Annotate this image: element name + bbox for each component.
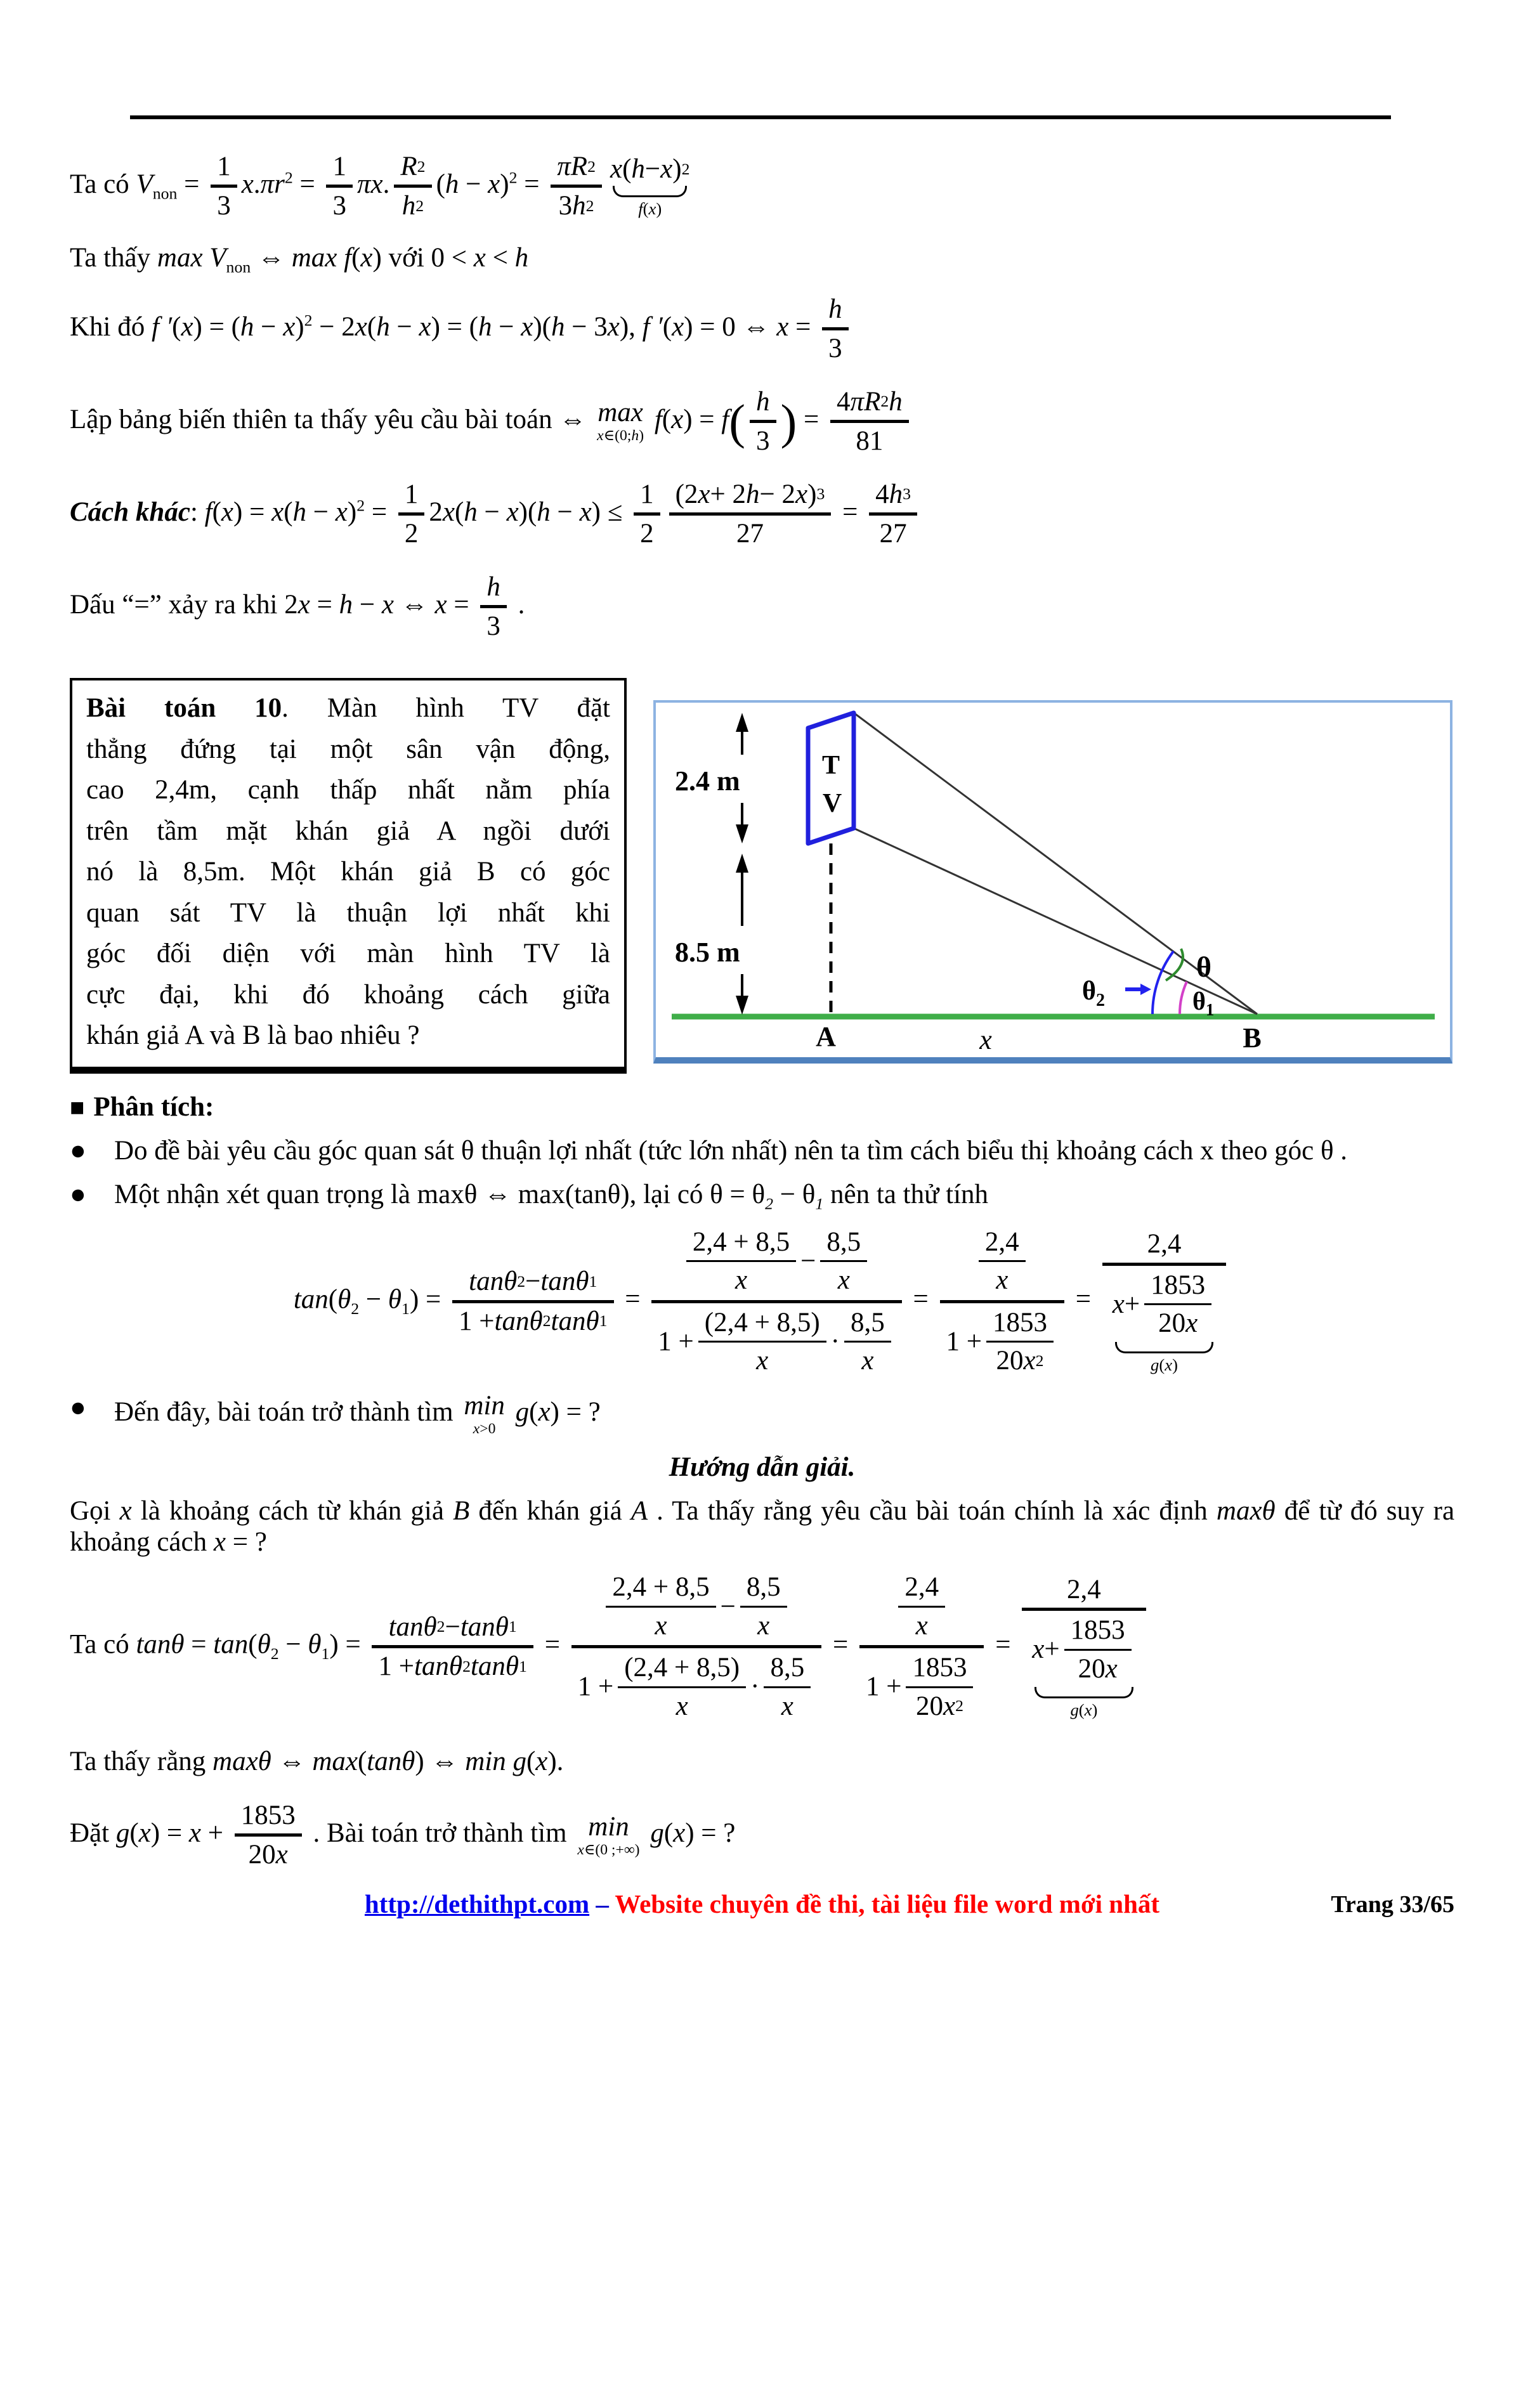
guide-title: Hướng dẫn giải. xyxy=(669,1452,856,1483)
problem-line: cao 2,4m, cạnh thấp nhất nằm phía xyxy=(86,775,610,805)
tv-label-v: V xyxy=(822,789,842,819)
theta1-arc xyxy=(1180,982,1187,1014)
footer-separator: – xyxy=(589,1889,615,1918)
problem-line: quan sát TV là thuận lợi nhất khi xyxy=(86,897,610,928)
bullet-item-1 xyxy=(70,1135,1454,1166)
footer-link[interactable]: http://dethithpt.com xyxy=(364,1889,590,1918)
formula-tan-chain-2: Ta có $\tan\theta = \tan(\theta_2 - \theta_1)$ = tanθ 2 − tanθ 1 1 + tanθ 2 tanθ 1 = $\frac{2,4 + 8,5}{x}$ − $\frac{8,5}{x}$ 1 + $\frac{(2,4 + 8,5)}{x}$ · $\frac{8,5}{x}$ = $\frac{2,4}{x}$ 1 + 1853 20 x 2 = 2,4 x + 1853 20 x g(x) xyxy=(70,1569,1454,1724)
theta2-label: $\theta_2$ xyxy=(1082,977,1105,1011)
tv-diagram xyxy=(653,700,1452,1064)
page-number: Trang 33/65 xyxy=(1331,1891,1454,1918)
problem-line: khán giả A và B là bao nhiêu ? xyxy=(86,1020,420,1051)
formula-max-vnon: Ta thấy $\max V_{non}$ ⇔ max f(x) với 0 < x < h xyxy=(70,242,529,277)
formula-dau-bang: Dấu “=” xảy ra khi 2x = h − x ⇔ x = $\frac{h}{3}$ . xyxy=(70,570,1454,644)
problem-line: góc đối diện với màn hình TV là xyxy=(86,939,610,969)
top-rule xyxy=(130,115,1391,119)
problem-line: nó là 8,5m. Một khán giả B có góc xyxy=(86,857,610,887)
height-8-5-label: 8.5 m xyxy=(675,937,740,968)
footer-description: Website chuyên đề thi, tài liệu file word mới nhất xyxy=(615,1889,1160,1918)
problem-line: trên tầm mặt khán giả A ngồi dưới xyxy=(86,816,610,846)
formula-max-min: Ta thấy rằng maxθ ⇔ max(tanθ) ⇔ min g(x). xyxy=(70,1747,564,1777)
problem-line: Bài toán 10. Màn hình TV đặt xyxy=(86,693,610,724)
formula-cach-khac: Cách khác: $f(x) = x(h - x)^2$ = $\frac{1}{2}$ 2x(h − x)(h − x) ≤ $\frac{1}{2}$ (2 x + 2 h − 2 x ) 3 27 = 4 h 3 27 xyxy=(70,478,1454,551)
bullet-item-2 xyxy=(70,1179,1454,1213)
tv-diagram-svg xyxy=(656,703,1450,1050)
point-b-label: B xyxy=(1243,1022,1262,1051)
tv-label-t: T xyxy=(821,751,840,781)
formula-vnon: Ta có $V_{non}$ = $\frac{1}{3}$ $x.\pi r^2$ = $\frac{1}{3}$ πx. R 2 h 2 $(h - x)^2$ = πR 2 3 h 2 x ( h − x ) 2 f(x) xyxy=(70,150,1454,223)
theta2-arc xyxy=(1152,951,1173,1014)
bullet-text: Đến đây, bài toán trở thành tìm min x >0 g(x) = ? xyxy=(114,1390,601,1437)
formula-bbt-max: Lập bảng biến thiên ta thấy yêu cầu bài toán ⇔ max x ∈(0; h ) f(x) = f( $\frac{h}{3}$ ) = 4 πR 2 h 81 xyxy=(70,385,1454,459)
height-2-4-label: 2.4 m xyxy=(675,765,740,797)
paragraph-goi-x: Gọi x là khoảng cách từ khán giả B đến khán giá A . Ta thấy rằng yêu cầu bài toán chính là xác định maxθ để từ đó suy ra khoảng cách x = ? xyxy=(70,1496,1455,1558)
arrow-down-icon xyxy=(736,996,748,1015)
analysis-title: Phân tích: xyxy=(93,1091,214,1122)
footer xyxy=(70,1889,1454,1919)
formula-dat-gx: Đặt g(x) = x + 1853 20 x . Bài toán trở thành tìm min x ∈(0 ;+∞) g(x) = ? xyxy=(70,1799,1454,1872)
problem-line: cực đại, khi đó khoảng cách giữa xyxy=(86,979,610,1010)
problem-row xyxy=(70,678,1454,1074)
bullet-text: Do đề bài yêu cầu góc quan sát θ thuận lợi nhất (tức lớn nhất) nên ta tìm cách biểu thị khoảng cách x theo góc θ . xyxy=(114,1135,1348,1166)
theta-label: θ xyxy=(1196,951,1212,984)
bullet-icon: ● xyxy=(70,1392,86,1422)
square-bullet-icon: ■ xyxy=(70,1094,85,1121)
point-a-label: A xyxy=(816,1021,836,1051)
bullet-icon: ● xyxy=(70,1135,86,1166)
bullet-icon: ● xyxy=(70,1179,86,1209)
distance-x-label: x xyxy=(979,1024,992,1051)
page xyxy=(0,115,1521,1919)
problem-box xyxy=(70,678,627,1074)
formula-tan-chain: $\tan(\theta_2 - \theta_1)$ = tanθ 2 − tanθ 1 1 + tanθ 2 tanθ 1 = $\frac{2,4 + 8,5}{x}$ − $\frac{8,5}{x}$ 1 + $\frac{(2,4 + 8,5)}{x}$ · $\frac{8,5}{x}$ = $\frac{2,4}{x}$ 1 + 1853 20 x 2 = 2,4 x + 1853 20 x g(x) xyxy=(70,1224,1454,1379)
problem-line: thẳng đứng tại một sân vận động, xyxy=(86,734,610,764)
arrow-down-icon xyxy=(736,824,748,843)
theta2-arrow-icon xyxy=(1140,984,1151,995)
theta1-label: $\theta_1$ xyxy=(1192,987,1215,1020)
bullet-item-3 xyxy=(70,1392,1454,1437)
bullet-text: Một nhận xét quan trọng là maxθ ⇔ max(tanθ), lại có $\theta = \theta_2 - \theta_1$ nên ta thử tính xyxy=(114,1179,989,1213)
formula-derivative: Khi đó f $'(x) = (h - x)^2 - 2x(h - x) = (h - x)(h - 3x)$, f ′(x) = 0 ⇔ x = $\frac{h}{3}$ xyxy=(70,292,1454,366)
analysis-header xyxy=(70,1091,1454,1123)
